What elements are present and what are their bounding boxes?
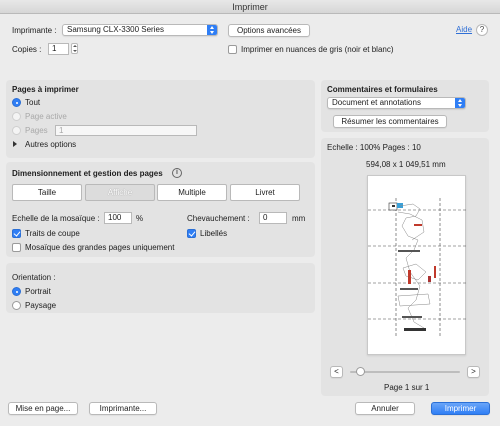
labels-label: Libellés <box>200 229 228 238</box>
window-title: Imprimer <box>0 0 500 14</box>
print-button[interactable]: Imprimer <box>431 402 490 415</box>
tile-scale-unit: % <box>136 214 144 223</box>
pages-range-input[interactable]: 1 <box>55 125 197 136</box>
tab-poster[interactable]: Affiche <box>85 184 155 201</box>
printer-button[interactable]: Imprimante... <box>89 402 157 415</box>
printer-label: Imprimante : <box>12 26 57 35</box>
advanced-options-button[interactable]: Options avancées <box>228 24 310 37</box>
page-preview <box>367 175 466 355</box>
portrait-radio[interactable] <box>12 287 21 296</box>
disclosure-triangle-icon[interactable] <box>13 141 17 147</box>
tile-grid-graphic <box>368 176 467 356</box>
orientation-label: Orientation : <box>12 273 56 282</box>
comments-select-value: Document et annotations <box>332 98 421 107</box>
sizing-title: Dimensionnement et gestion des pages <box>12 169 163 178</box>
overlap-unit: mm <box>292 214 306 223</box>
tab-multiple[interactable]: Multiple <box>157 184 227 201</box>
pages-range-radio[interactable] <box>12 126 21 135</box>
printer-select-value: Samsung CLX-3300 Series <box>67 25 164 34</box>
tab-size[interactable]: Taille <box>12 184 82 201</box>
preview-prev-button[interactable]: < <box>330 366 343 378</box>
page-setup-button[interactable]: Mise en page... <box>8 402 78 415</box>
tab-booklet[interactable]: Livret <box>230 184 300 201</box>
copies-input[interactable]: 1 <box>48 43 69 55</box>
cancel-button[interactable]: Annuler <box>355 402 415 415</box>
pages-range-label: Pages <box>25 126 48 135</box>
cut-marks-checkbox[interactable] <box>12 229 21 238</box>
comments-title: Commentaires et formulaires <box>327 85 438 94</box>
pages-all-label: Tout <box>25 98 41 107</box>
portrait-label: Portrait <box>25 287 51 296</box>
pages-current-radio[interactable] <box>12 112 21 121</box>
large-pages-label: Mosaïque des grandes pages uniquement <box>25 243 175 252</box>
grayscale-label: Imprimer en nuances de gris (noir et blanc) <box>241 45 394 54</box>
large-pages-checkbox[interactable] <box>12 243 21 252</box>
popup-arrows-icon <box>207 24 218 36</box>
copies-stepper[interactable] <box>71 43 78 54</box>
grayscale-checkbox[interactable] <box>228 45 237 54</box>
overlap-input[interactable]: 0 <box>259 212 287 224</box>
landscape-label: Paysage <box>25 301 57 310</box>
preview-slider-track[interactable] <box>350 371 460 373</box>
help-icon[interactable]: ? <box>476 24 488 36</box>
overlap-label: Chevauchement : <box>187 214 250 223</box>
landscape-radio[interactable] <box>12 301 21 310</box>
preview-dimensions: 594,08 x 1 049,51 mm <box>366 160 446 169</box>
preview-slider-thumb[interactable] <box>356 367 365 376</box>
pages-title: Pages à imprimer <box>12 85 79 94</box>
tile-scale-input[interactable]: 100 <box>104 212 132 224</box>
more-options-label[interactable]: Autres options <box>25 140 77 149</box>
info-icon[interactable]: i <box>172 168 182 178</box>
preview-scale-text: Echelle : 100% Pages : 10 <box>327 143 421 152</box>
help-link[interactable]: Aide <box>456 25 473 34</box>
printer-select[interactable] <box>62 24 218 36</box>
page-indicator: Page 1 sur 1 <box>384 383 430 392</box>
copies-label: Copies : <box>12 45 42 54</box>
pages-all-radio[interactable] <box>12 98 21 107</box>
tile-scale-label: Echelle de la mosaïque : <box>12 214 100 223</box>
popup-arrows-icon <box>455 97 466 109</box>
preview-next-button[interactable]: > <box>467 366 480 378</box>
comments-select[interactable] <box>327 97 466 109</box>
summarize-comments-button[interactable]: Résumer les commentaires <box>333 115 447 128</box>
pages-current-label: Page active <box>25 112 67 121</box>
cut-marks-label: Traits de coupe <box>25 229 80 238</box>
labels-checkbox[interactable] <box>187 229 196 238</box>
